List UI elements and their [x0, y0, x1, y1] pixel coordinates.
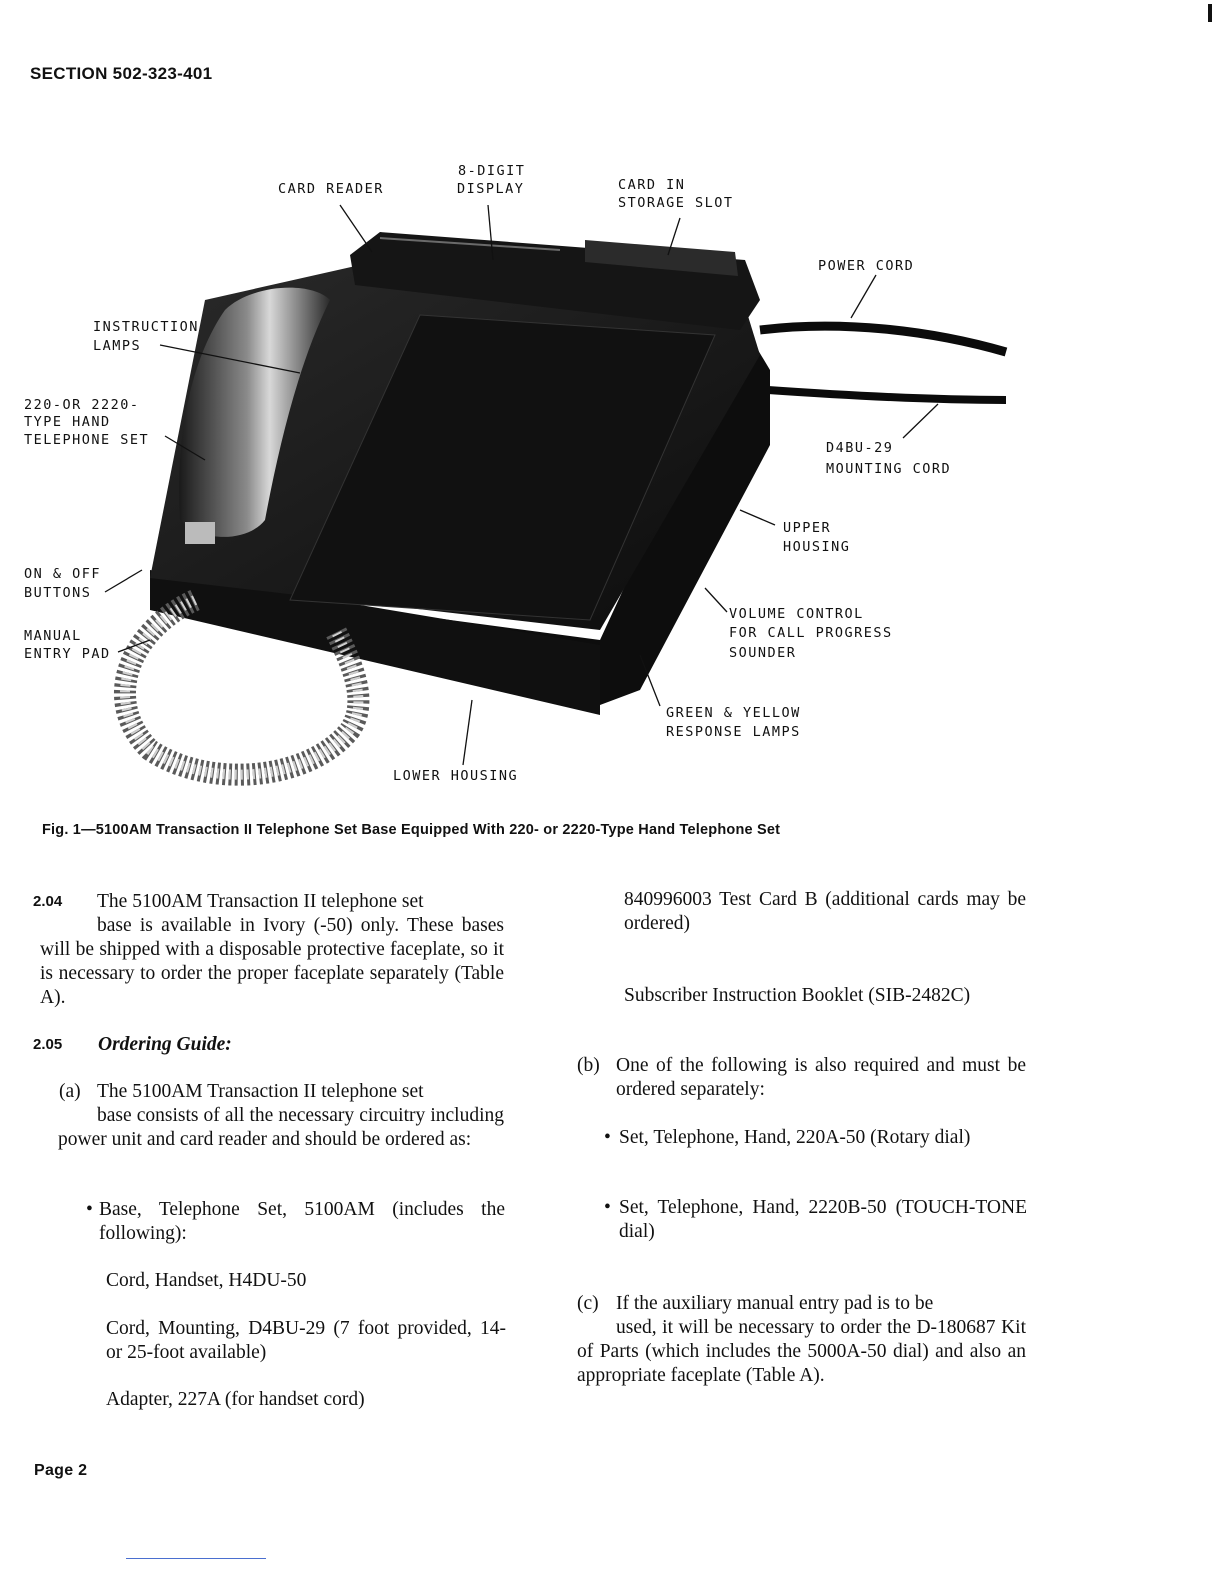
list-item-test-card: 840996003 Test Card B (additional cards may be ordered)	[624, 889, 1026, 934]
item-a-body: base consists of all the necessary circuitry including power unit and card reader and should be ordered as:	[58, 1105, 504, 1150]
label-on-off-buttons: ON & OFF	[24, 566, 102, 582]
label-digit-display: 8-DIGIT	[458, 163, 526, 179]
item-c-marker: (c)	[577, 1293, 599, 1314]
label-power-cord: POWER CORD	[818, 258, 915, 274]
label-instruction-lamps: INSTRUCTION	[93, 319, 199, 335]
label-on-off-buttons-2: BUTTONS	[24, 585, 92, 601]
list-item-cord-mounting: Cord, Mounting, D4BU-29 (7 foot provided, 14- or 25-foot available)	[106, 1318, 506, 1363]
item-b-body: One of the following is also required and must be ordered separately:	[616, 1055, 1026, 1100]
bullet-icon: •	[604, 1197, 611, 1218]
bullet-rotary-handset: Set, Telephone, Hand, 220A-50 (Rotary dial)	[619, 1127, 971, 1148]
bullet-icon: •	[86, 1199, 93, 1220]
section-header: SECTION 502-323-401	[30, 64, 213, 83]
label-volume-control-2: FOR CALL PROGRESS	[729, 625, 893, 641]
paragraph-2-04-first-line: The 5100AM Transaction II telephone set	[97, 891, 424, 912]
paragraph-number-2-04: 2.04	[33, 893, 63, 910]
ordering-guide-title: Ordering Guide:	[98, 1034, 232, 1055]
label-volume-control: VOLUME CONTROL	[729, 606, 864, 622]
label-hand-set: 220-OR 2220-	[24, 397, 140, 413]
label-instruction-lamps-2: LAMPS	[93, 338, 142, 354]
label-card-reader: CARD READER	[278, 181, 384, 197]
paragraph-number-2-05: 2.05	[33, 1036, 63, 1053]
label-manual-entry-pad: MANUAL	[24, 628, 82, 644]
item-a-first-line: The 5100AM Transaction II telephone set	[97, 1081, 424, 1102]
label-response-lamps-2: RESPONSE LAMPS	[666, 724, 801, 740]
label-mounting-cord: D4BU-29	[826, 440, 894, 456]
bullet-base-telephone-set: Base, Telephone Set, 5100AM (includes the following):	[99, 1199, 505, 1244]
paragraph-2-04-body: base is available in Ivory (-50) only. These bases will be shipped with a disposable protective faceplate, so it is necessary to order the proper faceplate separately (Table A).	[40, 915, 504, 1008]
label-lower-housing: LOWER HOUSING	[393, 768, 519, 784]
label-response-lamps: GREEN & YELLOW	[666, 705, 801, 721]
page-number: Page 2	[34, 1462, 88, 1479]
list-item-adapter: Adapter, 227A (for handset cord)	[106, 1389, 365, 1410]
label-hand-set-2: TYPE HAND	[24, 414, 111, 430]
item-c-first-line: If the auxiliary manual entry pad is to be	[616, 1293, 934, 1314]
label-manual-entry-pad-2: ENTRY PAD	[24, 646, 111, 662]
item-c-body: used, it will be necessary to order the D-180687 Kit of Parts (which includes the 5000A-50 dial) and also an appropriate faceplate (Table A).	[577, 1317, 1026, 1386]
list-item-cord-handset: Cord, Handset, H4DU-50	[106, 1270, 307, 1291]
label-digit-display-2: DISPLAY	[457, 181, 525, 197]
bullet-touch-tone-handset: Set, Telephone, Hand, 2220B-50 (TOUCH-TONE dial)	[619, 1197, 1027, 1242]
item-a-marker: (a)	[59, 1081, 81, 1102]
label-mounting-cord-2: MOUNTING CORD	[826, 461, 952, 477]
label-card-slot-2: STORAGE SLOT	[618, 195, 734, 211]
item-b-marker: (b)	[577, 1055, 600, 1076]
label-hand-set-3: TELEPHONE SET	[24, 432, 150, 448]
figure-caption: Fig. 1—5100AM Transaction II Telephone Set Base Equipped With 220- or 2220-Type Hand Telephone Set	[42, 822, 781, 838]
list-item-instruction-booklet: Subscriber Instruction Booklet (SIB-2482C)	[624, 985, 971, 1006]
label-upper-housing-2: HOUSING	[783, 539, 851, 555]
label-card-slot: CARD IN	[618, 177, 686, 193]
bullet-icon: •	[604, 1127, 611, 1148]
label-volume-control-3: SOUNDER	[729, 645, 797, 661]
label-upper-housing: UPPER	[783, 520, 832, 536]
footer-divider	[126, 1558, 266, 1559]
